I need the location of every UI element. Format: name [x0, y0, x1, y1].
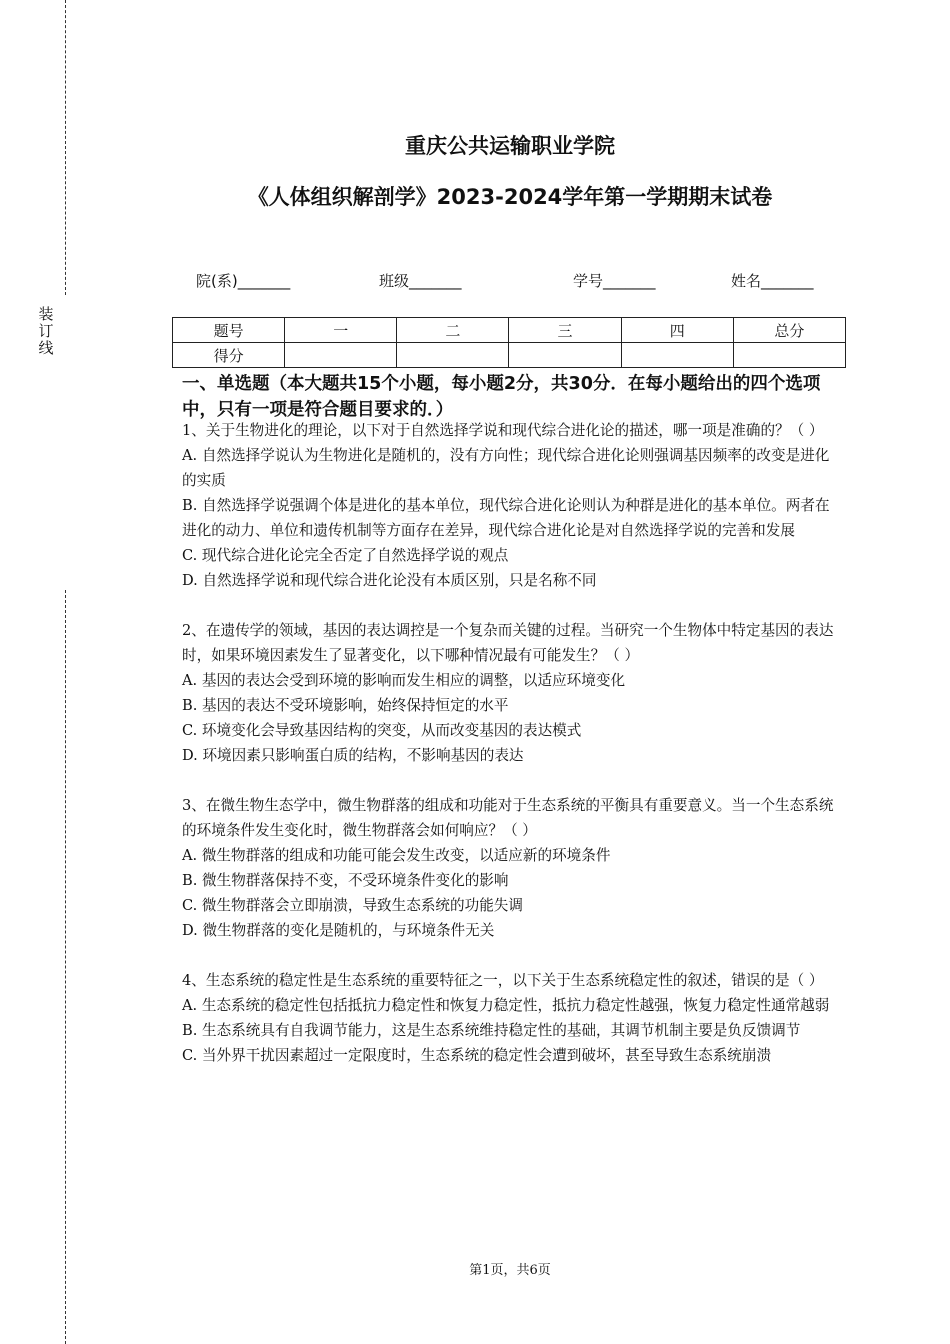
score-cell[interactable]: [621, 343, 733, 368]
option-c: C. 当外界干扰因素超过一定限度时，生态系统的稳定性会遭到破坏，甚至导致生态系统崩溃: [182, 1047, 772, 1064]
score-cell[interactable]: [733, 343, 845, 368]
score-table-score-row: [173, 343, 846, 368]
page-footer: 第1页，共6页: [469, 1263, 551, 1278]
option-a: A. 微生物群落的组成和功能可能会发生改变，以适应新的环境条件: [182, 847, 611, 864]
option-c: C. 环境变化会导致基因结构的突变，从而改变基因的表达模式: [182, 722, 582, 739]
option-c: C. 现代综合进化论完全否定了自然选择学说的观点: [182, 547, 509, 564]
score-table-header-row: [173, 318, 846, 343]
binding-line-bottom: [65, 590, 66, 1344]
option-b: B. 基因的表达不受环境影响，始终保持恒定的水平: [182, 697, 509, 714]
score-row-label: 得分: [173, 343, 285, 368]
score-cell[interactable]: [397, 343, 509, 368]
score-header-cell: 总分: [733, 318, 845, 343]
school-name: 重庆公共运输职业学院: [405, 134, 615, 158]
score-header-cell: 题号: [173, 318, 285, 343]
name-field[interactable]: 姓名_______: [731, 272, 814, 290]
exam-title: 《人体组织解剖学》2023-2024学年第一学期期末试卷: [247, 185, 773, 209]
score-table: [172, 317, 846, 368]
question-1: [182, 418, 842, 593]
student-id-field[interactable]: 学号_______: [573, 272, 656, 290]
option-a: A. 自然选择学说认为生物进化是随机的，没有方向性；现代综合进化论则强调基因频率的改变是进化的实质: [182, 447, 830, 489]
option-b: B. 生态系统具有自我调节能力，这是生态系统维持稳定性的基础，其调节机制主要是负反馈调节: [182, 1022, 801, 1039]
section-title: 一、单选题（本大题共15个小题，每小题2分，共30分．在每小题给出的四个选项中，只有一项是符合题目要求的．）: [182, 374, 821, 420]
question-stem: 3、在微生物生态学中，微生物群落的组成和功能对于生态系统的平衡具有重要意义。当一个生态系统的环境条件发生变化时，微生物群落会如何响应？（ ）: [182, 797, 834, 839]
question-2: [182, 618, 842, 768]
binding-label: 装订线: [38, 305, 54, 357]
option-d: D. 环境因素只影响蛋白质的结构，不影响基因的表达: [182, 747, 524, 764]
option-b: B. 自然选择学说强调个体是进化的基本单位，现代综合进化论则认为种群是进化的基本单位。两者在进化的动力、单位和遗传机制等方面存在差异，现代综合进化论是对自然选择学说的完善和发展: [182, 497, 830, 539]
option-c: C. 微生物群落会立即崩溃，导致生态系统的功能失调: [182, 897, 523, 914]
class-field[interactable]: 班级_______: [379, 272, 462, 290]
score-header-cell: 四: [621, 318, 733, 343]
score-cell[interactable]: [285, 343, 397, 368]
score-header-cell: 一: [285, 318, 397, 343]
score-cell[interactable]: [509, 343, 621, 368]
question-3: [182, 793, 842, 943]
question-stem: 2、在遗传学的领域，基因的表达调控是一个复杂而关键的过程。当研究一个生物体中特定基因的表达时，如果环境因素发生了显著变化，以下哪种情况最有可能发生？（ ）: [182, 622, 834, 664]
question-list: [182, 418, 842, 1093]
question-stem: 1、关于生物进化的理论，以下对于自然选择学说和现代综合进化论的描述，哪一项是准确的？（ ）: [182, 422, 824, 439]
question-4: [182, 968, 842, 1068]
option-b: B. 微生物群落保持不变，不受环境条件变化的影响: [182, 872, 509, 889]
option-d: D. 自然选择学说和现代综合进化论没有本质区别，只是名称不同: [182, 572, 597, 589]
option-a: A. 基因的表达会受到环境的影响而发生相应的调整，以适应环境变化: [182, 672, 626, 689]
department-field[interactable]: 院(系)_______: [196, 272, 291, 290]
score-header-cell: 二: [397, 318, 509, 343]
option-a: A. 生态系统的稳定性包括抵抗力稳定性和恢复力稳定性，抵抗力稳定性越强，恢复力稳定性通常越弱: [182, 997, 830, 1014]
option-d: D. 微生物群落的变化是随机的，与环境条件无关: [182, 922, 495, 939]
question-stem: 4、生态系统的稳定性是生态系统的重要特征之一，以下关于生态系统稳定性的叙述，错误的是（ ）: [182, 972, 824, 989]
score-header-cell: 三: [509, 318, 621, 343]
